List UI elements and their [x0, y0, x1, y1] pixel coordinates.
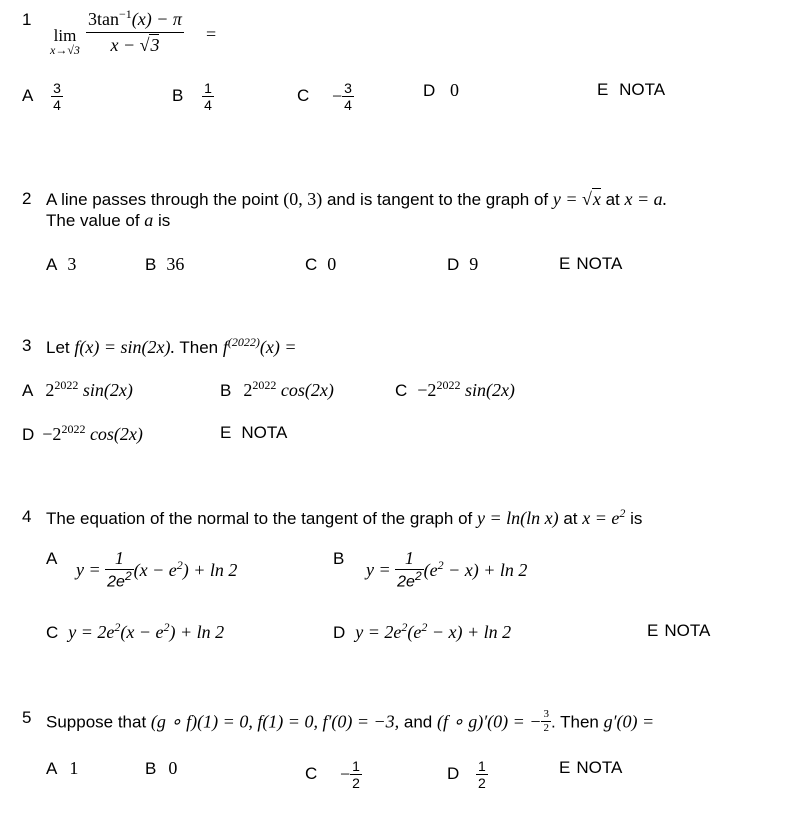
option-value: $-2^{2022}$ sin(2x): [417, 378, 515, 400]
option-b[interactable]: y = $\frac{1}{2e^2}$ $(e^2 - x) + \ln 2$: [366, 548, 528, 591]
option-label: B: [145, 759, 157, 778]
option-value: NOTA: [241, 423, 288, 442]
question-number: 5: [22, 708, 32, 727]
option-value: 3: [67, 254, 77, 274]
option-label: B: [145, 255, 157, 274]
option-fraction: $\frac{1}{2}$: [478, 758, 486, 792]
question-number: 1: [22, 10, 32, 29]
option-c[interactable]: [305, 758, 362, 791]
option-value: $y = 2e^2(x - e^2) + \ln 2$: [68, 620, 225, 642]
equals-sign: =: [206, 24, 217, 44]
option-b[interactable]: [145, 758, 177, 779]
option-fraction: $\frac{3}{4}$: [344, 80, 352, 114]
option-label: D: [333, 623, 346, 642]
option-label: E: [647, 621, 659, 640]
option-b[interactable]: [145, 254, 184, 275]
question-number: 3: [22, 336, 32, 355]
option-value: 36: [166, 254, 185, 274]
option-value: 0: [450, 80, 460, 100]
option-d[interactable]: [447, 254, 478, 275]
option-a-label[interactable]: A: [46, 549, 58, 568]
option-label: A: [22, 381, 34, 400]
option-value: NOTA: [664, 621, 711, 640]
minus-sign: −: [332, 86, 343, 107]
option-c[interactable]: [395, 379, 515, 401]
option-label: A: [46, 759, 58, 778]
option-e[interactable]: [559, 254, 622, 274]
option-e[interactable]: [559, 758, 622, 778]
option-label: A: [22, 86, 33, 106]
option-fraction: $\frac{3}{4}$: [53, 80, 61, 114]
option-d[interactable]: [333, 621, 511, 643]
option-label: C: [395, 381, 408, 400]
option-value: $-2^{2022}$ cos(2x): [42, 422, 143, 444]
option-label: D: [447, 764, 460, 784]
option-c[interactable]: [46, 621, 224, 643]
option-value: NOTA: [576, 254, 623, 273]
option-fraction: $\frac{1}{2e^2}$: [107, 548, 132, 591]
question-number: 2: [22, 189, 32, 208]
option-a[interactable]: [22, 80, 63, 113]
option-label: E: [559, 758, 571, 777]
option-fraction: $\frac{1}{4}$: [204, 80, 212, 114]
option-e[interactable]: [647, 621, 710, 641]
option-label: E: [597, 80, 609, 99]
option-value: 1: [69, 758, 79, 778]
option-value: NOTA: [619, 80, 666, 99]
question-text: The equation of the normal to the tangent of the graph of y = ln(ln x) at $x = e^2$ is: [46, 506, 643, 528]
option-b[interactable]: [172, 80, 214, 113]
option-c[interactable]: [305, 254, 336, 275]
fraction-denominator: x − √3: [110, 34, 160, 55]
option-c[interactable]: [297, 80, 354, 113]
option-a[interactable]: y = $\frac{1}{2e^2}$ $(x - e^2) + \ln 2$: [76, 548, 238, 591]
lim-text: lim: [53, 26, 77, 45]
option-value: 0: [327, 254, 337, 274]
option-b-label[interactable]: B: [333, 549, 345, 568]
question-number: 4: [22, 507, 32, 526]
option-value: $y = 2e^2(e^2 - x) + \ln 2$: [355, 620, 512, 642]
option-b[interactable]: [220, 379, 334, 401]
option-label: B: [172, 86, 184, 106]
fraction-numerator: $3\tan^{-1}(x) - \pi$: [86, 8, 184, 33]
question-text: Let f(x) = sin(2x). Then $f^{(2022)}(x)$ =: [46, 335, 297, 357]
option-d[interactable]: [447, 758, 488, 791]
option-value: 0: [168, 758, 178, 778]
option-fraction: $\frac{1}{2e^2}$: [397, 548, 422, 591]
option-value: 9: [469, 254, 479, 274]
option-a[interactable]: [22, 379, 133, 401]
question-text: Suppose that (g ∘ f)(1) = 0, f(1) = 0, f′(0) = −3, and (f ∘ g)′(0) = − $\frac{3}{2}$ . Then g′(0) =: [46, 708, 655, 734]
option-label: D: [447, 255, 460, 274]
option-d[interactable]: [22, 423, 143, 445]
option-label: C: [297, 86, 310, 106]
limit-fraction: [86, 8, 184, 55]
option-a[interactable]: [46, 758, 78, 779]
minus-sign: −: [340, 764, 351, 785]
option-label: D: [22, 425, 35, 444]
option-e[interactable]: [220, 423, 287, 443]
option-value: $2^{2022}$ cos(2x): [243, 378, 334, 400]
question-text-line-2: The value of a is: [46, 210, 171, 230]
option-fraction: $\frac{1}{2}$: [352, 758, 360, 792]
option-label: B: [220, 381, 232, 400]
option-label: E: [559, 254, 571, 273]
option-label: C: [305, 255, 318, 274]
option-label: C: [305, 764, 318, 784]
option-label: A: [46, 255, 58, 274]
option-d[interactable]: [423, 80, 459, 101]
option-a[interactable]: [46, 254, 76, 275]
option-value: $2^{2022}$ sin(2x): [45, 378, 133, 400]
lim-subscript: x→√3: [50, 42, 80, 57]
option-value: NOTA: [576, 758, 623, 777]
inline-fraction: $\frac{3}{2}$: [543, 708, 549, 734]
question-text: A line passes through the point (0, 3) and is tangent to the graph of y = √x at x = a.: [46, 189, 668, 209]
option-label: E: [220, 423, 232, 442]
option-label: D: [423, 81, 436, 100]
limit-operator: [50, 26, 80, 57]
option-e[interactable]: [597, 80, 665, 100]
option-label: C: [46, 623, 59, 642]
